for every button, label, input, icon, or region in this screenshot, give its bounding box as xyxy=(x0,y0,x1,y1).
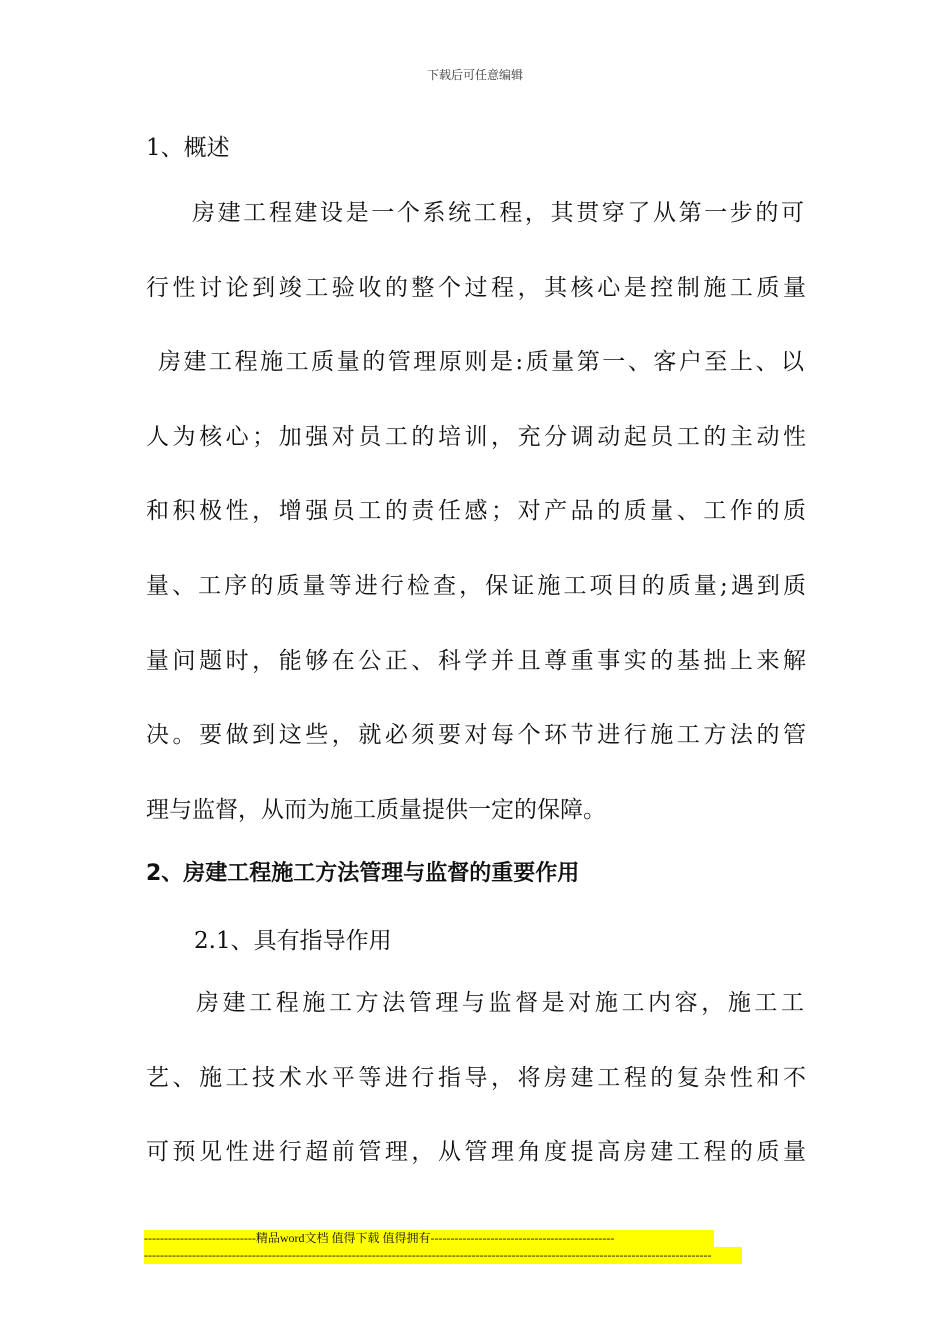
footer-divider: ---------------------------------------------------------------------------------------------------------------------------------------------- xyxy=(144,1247,742,1264)
paragraph-line: 理与监督，从而为施工质量提供一定的保障。 xyxy=(146,797,606,823)
paragraph-line: 量问题时，能够在公正、科学并且尊重事实的基拙上来解 xyxy=(146,648,806,674)
section1-heading: 1、概述 xyxy=(146,135,230,161)
section2-subheading: 2.1、具有指导作用 xyxy=(194,928,392,954)
paragraph-line: 和积极性，增强员工的责任感；对产品的质量、工作的质 xyxy=(146,498,806,524)
paragraph-line: 房建工程施工质量的管理原则是:质量第一、客户至上、以 xyxy=(158,349,804,375)
paragraph-line: 行性讨论到竣工验收的整个过程，其核心是控制施工质量 xyxy=(146,275,806,301)
paragraph-line: 房建工程施工方法管理与监督是对施工内容，施工工 xyxy=(196,990,804,1016)
footer-banner: ----------------------------精品word文档 值得下载 值得拥有---------------------------------------------- xyxy=(144,1230,714,1247)
paragraph-line: 人为核心；加强对员工的培训，充分调动起员工的主动性 xyxy=(146,424,806,450)
paragraph-line: 量、工序的质量等进行检查，保证施工项目的质量;遇到质 xyxy=(146,573,806,599)
paragraph-line: 房建工程建设是一个系统工程，其贯穿了从第一步的可 xyxy=(192,200,804,226)
header-note: 下载后可任意编辑 xyxy=(426,68,523,82)
paragraph-line: 可预见性进行超前管理，从管理角度提高房建工程的质量 xyxy=(146,1139,806,1165)
section2-heading: 2、房建工程施工方法管理与监督的重要作用 xyxy=(146,861,580,886)
paragraph-line: 艺、施工技术水平等进行指导，将房建工程的复杂性和不 xyxy=(146,1065,806,1091)
paragraph-line: 决。要做到这些，就必须要对每个环节进行施工方法的管 xyxy=(146,722,806,748)
